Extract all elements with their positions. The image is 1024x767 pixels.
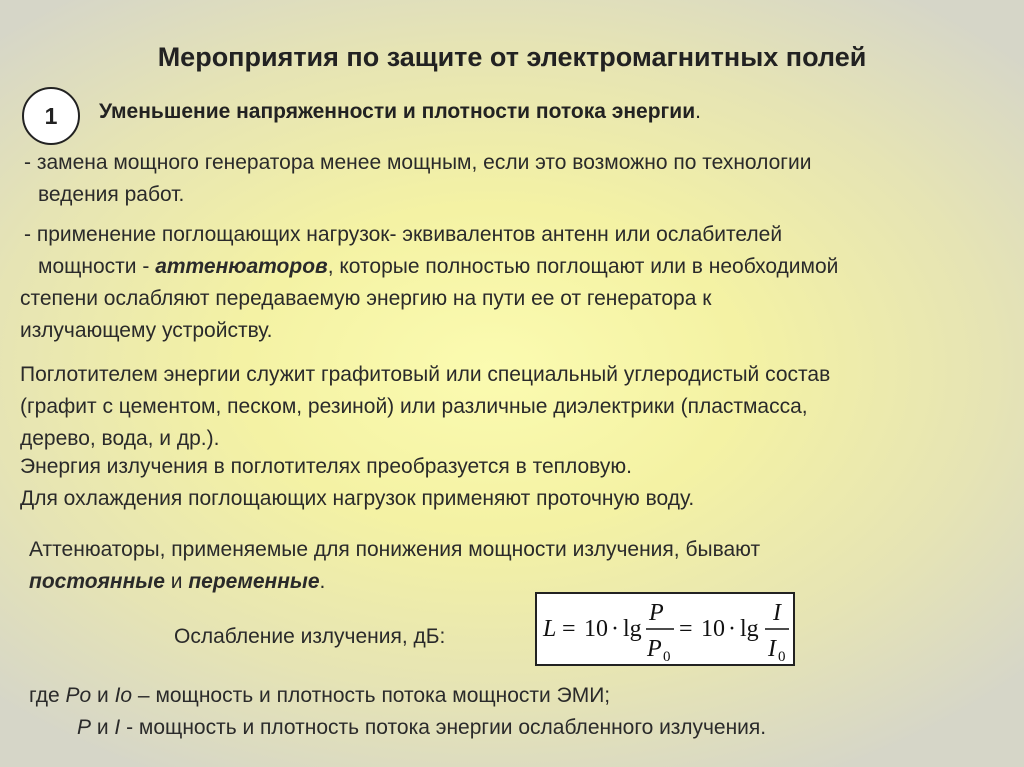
legend-i: I [114, 716, 121, 739]
section-heading-text: Уменьшение напряженности и плотности потока энергии [99, 100, 696, 123]
legend-and1: и [91, 684, 115, 707]
formula-L: L [543, 616, 557, 642]
item2-line2-after: , которые полностью поглощают или в необходимой [327, 255, 839, 278]
item2-line4: излучающему устройству. [20, 319, 273, 342]
legend-line1-post: – мощность и плотность потока мощности ЭМИ; [132, 684, 611, 707]
item2-line1: - применение поглощающих нагрузок- эквивалентов антенн или ослабителей [24, 223, 783, 246]
legend-line1 [29, 680, 766, 712]
formula-svg [537, 594, 793, 664]
formula-eq1: = [562, 616, 576, 642]
formula-den2: I [768, 636, 776, 662]
attenuators-conj: и [164, 570, 189, 593]
absorbers-paragraph [20, 359, 830, 515]
section-number-badge [22, 87, 80, 145]
formula-sub2: 0 [778, 649, 786, 664]
item1-line1: - замена мощного генератора менее мощным, если это возможно по технологии [24, 151, 812, 174]
legend-line2-post: - мощность и плотность потока энергии ослабленного излучения. [120, 716, 767, 739]
formula-caption: Ослабление излучения, дБ: [174, 625, 446, 648]
absorbers-line4: Энергия излучения в поглотителях преобразуется в тепловую. [20, 455, 632, 478]
legend-line2 [29, 712, 766, 744]
legend-pre: где [29, 684, 66, 707]
item2-line2-before: мощности - [38, 255, 156, 278]
formula-sub1: 0 [663, 649, 671, 664]
legend-io: Io [114, 684, 133, 707]
attenuators-term: аттенюаторов [155, 255, 328, 278]
section-number: 1 [44, 102, 58, 129]
legend-and2: и [91, 716, 115, 739]
formula-den1: P [647, 636, 662, 662]
attenuators-end: . [319, 570, 326, 593]
attenuator-type-fixed: постоянные [29, 570, 165, 593]
formula-legend [29, 680, 766, 744]
item1-block [24, 147, 811, 211]
item2-line2 [24, 251, 838, 283]
item1-line2: ведения работ. [38, 183, 185, 206]
section-heading-end: . [695, 100, 701, 123]
formula-num2: I [773, 600, 781, 626]
absorbers-line3: дерево, вода, и др.). [20, 427, 220, 450]
absorbers-line2: (графит с цементом, песком, резиной) или различные диэлектрики (пластмасса, [20, 395, 808, 418]
formula-coef1: 10 [584, 616, 608, 642]
formula-dot2: · [728, 616, 736, 642]
absorbers-line5: Для охлаждения поглощающих нагрузок применяют проточную воду. [20, 487, 695, 510]
item2-block [20, 219, 839, 347]
item2-line3: степени ослабляют передаваемую энергию на пути ее от генератора к [20, 287, 712, 310]
section-heading [99, 100, 701, 124]
attenuators-paragraph [29, 534, 760, 598]
formula-num1: P [649, 600, 664, 626]
formula-lg2: lg [740, 616, 759, 642]
absorbers-line1: Поглотителем энергии служит графитовый или специальный углеродистый состав [20, 363, 831, 386]
attenuation-formula [535, 592, 795, 666]
attenuator-type-variable: переменные [188, 570, 320, 593]
legend-p: P [77, 716, 92, 739]
formula-eq2: = [679, 616, 693, 642]
slide-title: Мероприятия по защите от электромагнитных полей [157, 42, 867, 72]
legend-po: Po [65, 684, 92, 707]
attenuators-line1: Аттенюаторы, применяемые для понижения мощности излучения, бывают [29, 538, 761, 561]
formula-coef2: 10 [701, 616, 725, 642]
formula-lg1: lg [623, 616, 642, 642]
formula-dot1: · [611, 616, 619, 642]
